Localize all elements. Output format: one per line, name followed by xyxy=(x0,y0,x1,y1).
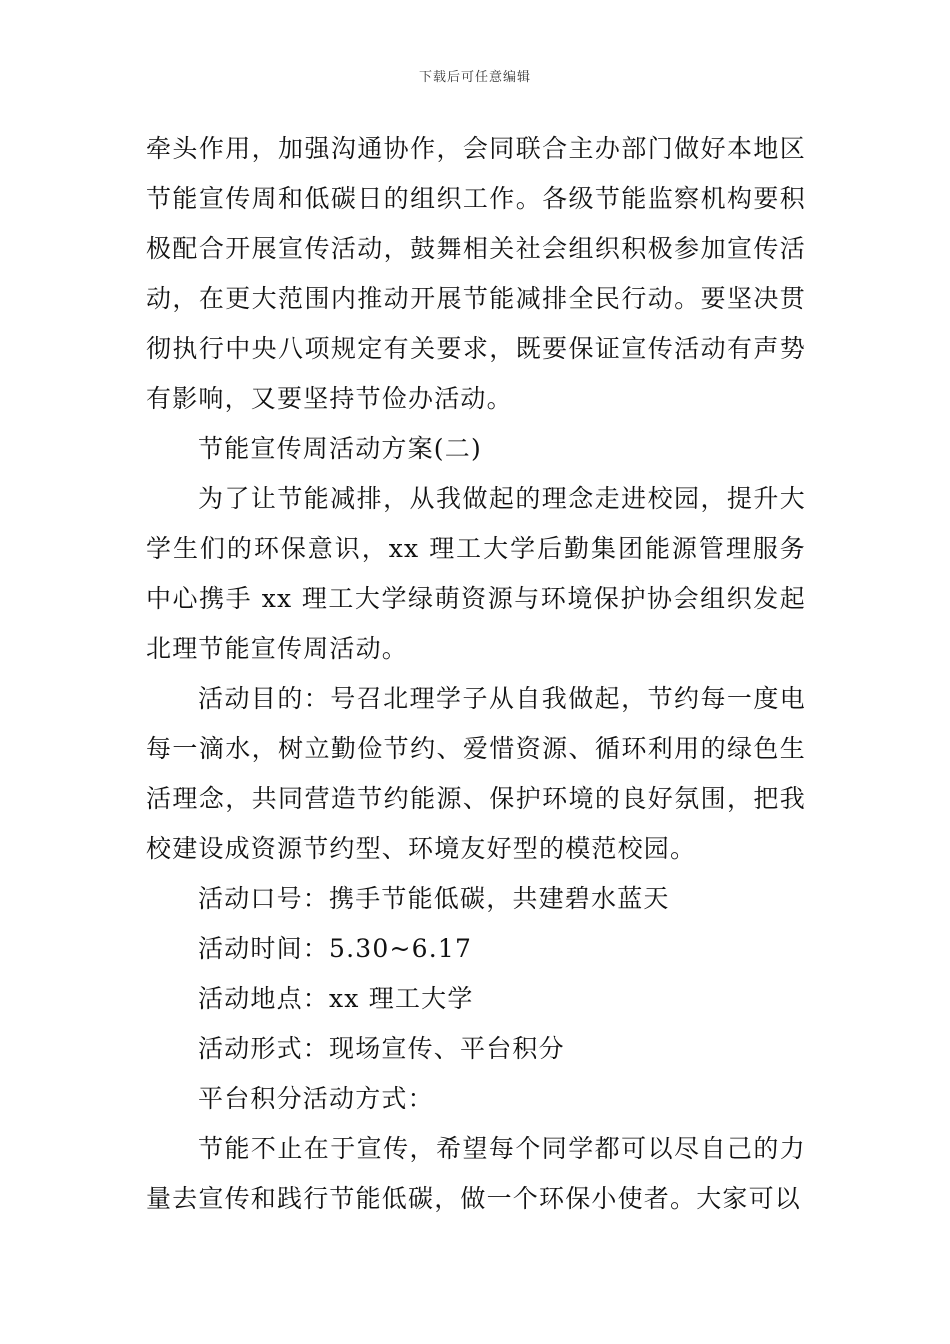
document-body xyxy=(146,124,806,1224)
paragraph-coordination: 牵头作用，加强沟通协作，会同联合主办部门做好本地区节能宣传周和低碳日的组织工作。各级节能监察机构要积极配合开展宣传活动，鼓舞相关社会组织积极参加宣传活动，在更大范围内推动开展节能减排全民行动。要坚决贯彻执行中央八项规定有关要求，既要保证宣传活动有声势有影响，又要坚持节俭办活动。 xyxy=(146,134,806,413)
activity-slogan: 活动口号：携手节能低碳，共建碧水蓝天 xyxy=(198,884,670,913)
activity-place: 活动地点：xx 理工大学 xyxy=(198,984,474,1013)
paragraph-points-method: 节能不止在于宣传，希望每个同学都可以尽自己的力量去宣传和践行节能低碳，做一个环保小使者。大家可以 xyxy=(146,1134,806,1213)
paragraph-purpose: 活动目的：号召北理学子从自我做起，节约每一度电每一滴水，树立勤俭节约、爱惜资源、循环利用的绿色生活理念，共同营造节约能源、保护环境的良好氛围，把我校建设成资源节约型、环境友好型的模范校园。 xyxy=(146,684,806,863)
points-method-title: 平台积分活动方式： xyxy=(198,1084,434,1113)
page-header-note: 下载后可任意编辑 xyxy=(418,70,531,85)
section-title: 节能宣传周活动方案(二) xyxy=(198,434,482,463)
activity-time: 活动时间：5.30~6.17 xyxy=(198,934,473,963)
activity-form: 活动形式：现场宣传、平台积分 xyxy=(198,1034,565,1063)
paragraph-intro: 为了让节能减排，从我做起的理念走进校园，提升大学生们的环保意识，xx 理工大学后勤集团能源管理服务中心携手 xx 理工大学绿萌资源与环境保护协会组织发起北理节能宣传周活动。 xyxy=(146,484,806,663)
